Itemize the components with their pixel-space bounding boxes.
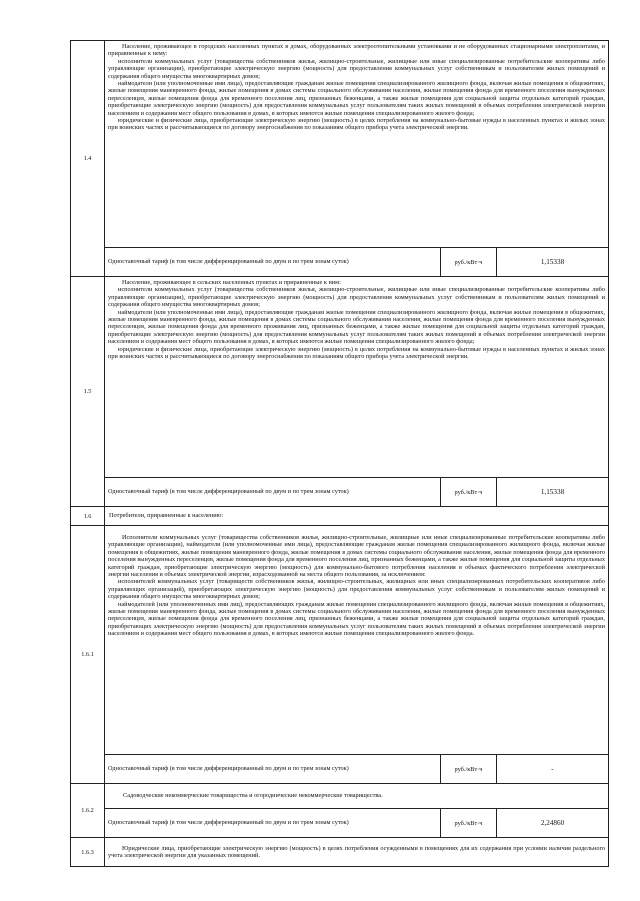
tariff-label: Одноставочный тариф (в том числе дифференцированный по двум и по трем зонам суток) <box>105 248 441 277</box>
paragraph: Юридические лица, приобретающие электрическую энергию (мощность) в целях потребления осужденными в помещениях для их содержания при условии наличия раздельного учета электрической энергии для указанных помещений. <box>108 844 605 859</box>
table-row-1-6-3 <box>71 838 609 867</box>
paragraph: наймодатели (или уполномоченные ими лица), предоставляющие гражданам жилые помещения специализированного жилищного фонда, включая жилые помещения в общежитиях, жилые помещения маневренного фонда, жилые помещения в домах системы социального обслуживания населения, жилые помещения фонда для временного поселения вынужденных переселенцев, жилые помещения фонда для временного поселения лиц, признанных беженцами, а также жилые помещения для социальной защиты отдельных категорий граждан, приобретающие электрическую энергию (мощность) для предоставления коммунальных услуг пользователям таких жилых помещений в объемах потребления электрической энергии населением и содержания мест общего пользования в домах, в которых имеются жилые помещения специализированного жилого фонда; <box>108 80 605 117</box>
table-row-1-6-1 <box>71 526 609 755</box>
tariff-value: 1,15338 <box>497 478 609 507</box>
paragraph: наймодатели (или уполномоченные ими лица), предоставляющие гражданам жилые помещения специализированного жилищного фонда, включая жилые помещения в общежитиях, жилые помещения маневренного фонда, жилые помещения в домах системы социального обслуживания населения, жилые помещения фонда для временного поселения вынужденных переселенцев, жилые помещения фонда для временного проживания лиц, признанных беженцами, а также жилые помещения для социальной защиты отдельных категорий граждан, приобретающие электрическую энергию (мощность) для предоставления коммунальных услуг пользователям таких жилых помещений в объемах потребления электрической энергии населением и содержания мест общего пользования в домах, в которых имеются жилые помещения специализированного жилого фонда; <box>108 308 605 346</box>
row-description: Садоводческие некоммерческие товарищества и огороднические некоммерческие товарищества. <box>105 784 609 809</box>
tariff-label: Одноставочный тариф (в том числе дифференцированный по двум и по трем зонам суток) <box>105 478 441 507</box>
row-description <box>105 526 609 755</box>
tariff-value: - <box>497 755 609 784</box>
row-number: 1.6 <box>71 507 105 526</box>
tariff-label: Одноставочный тариф (в том числе дифференцированный по двум и по трем зонам суток) <box>105 809 441 838</box>
paragraph: юридические и физические лица, приобретающие электрическую энергию (мощность) в целях потребления на коммунально-бытовые нужды в населенных пунктах и жилых зонах при воинских частях и рассчитывающиеся по договору энергоснабжения по показаниям общего прибора учета электрической энергии. <box>108 117 605 132</box>
paragraph: наймодателей (или уполномоченных ими лиц), предоставляющих гражданам жилые помещения специализированного жилищного фонда, включая жилые помещения в общежитиях, жилые помещения маневренного фонда, жилые помещения в домах системы социального обслуживания населения, жилые помещения фонда для временного поселения вынужденных переселенцев, жилые помещения фонда для временного поселения лиц, признанных беженцами, а также жилые помещения для социальной защиты отдельных категорий граждан, приобретающих электрическую энергию (мощность) для предоставления коммунальных услуг пользователям таких жилых помещений в объемах потребления электрической энергии населением и содержания мест общего пользования в домах, в которых имеются жилые помещения специализированного жилого фонда. <box>108 600 605 638</box>
paragraph: Исполнители коммунальных услуг (товарищества собственников жилья, жилищно-строительные, жилищные или иные специализированные потребительские кооперативы либо управляющие организации), наймодатели (или уполномоченные ими лица), предоставляющие гражданам жилые помещения специализированного жилищного фонда, включая жилые помещения в общежитиях, жилые помещения маневренного фонда, жилые помещения в домах системы социального обслуживания населения, жилые помещения фонда для временного поселения вынужденных переселенцев, жилые помещения фонда для временного поселения лиц, признанных беженцами, а также жилые помещения для социальной защиты отдельных категорий граждан, приобретающие электрическую энергию (мощность) для коммунально-бытового потребления населения в объемах фактического потребления электрической энергии населения и объемах электрической энергии, израсходованной на места общего пользования, за исключением: <box>108 534 605 579</box>
tariff-row-1-6-1 <box>71 755 609 784</box>
table-row-1-4 <box>71 41 609 248</box>
row-number: 1.5 <box>71 277 105 507</box>
tariff-value: 2,24860 <box>497 809 609 838</box>
row-number: 1.6.2 <box>71 784 105 838</box>
tariff-row-1-4 <box>71 248 609 277</box>
tariff-unit: руб./кВт·ч <box>441 809 497 838</box>
row-description <box>105 41 609 248</box>
paragraph: исполнители коммунальных услуг (товарищества собственников жилья, жилищно-строительные, жилищные или иные специализированные потребительские кооперативы либо управляющие организации), приобретающие электрическую энергию (мощность) для предоставления коммунальных услуг собственникам и пользователям жилых помещений и содержания общего имущества многоквартирных домов; <box>108 57 605 80</box>
paragraph: Население, проживающее в городских населенных пунктах в домах, оборудованных электроотопительными установками и не оборудованных стационарными электроплитами, и приравненные к нему: <box>108 43 605 58</box>
tariff-row-1-6-2 <box>71 809 609 838</box>
row-description <box>105 838 609 867</box>
tariff-document-page <box>70 40 608 867</box>
tariff-unit: руб./кВт·ч <box>441 755 497 784</box>
paragraph: исполнители коммунальных услуг (товарищества собственников жилья, жилищно-строительные, жилищные или иные специализированные потребительские кооперативы либо управляющие организации), приобретающие электрическую энергию (мощность) для предоставления коммунальных услуг собственникам и пользователям жилых помещений и содержания общего имущества многоквартирных домов; <box>108 286 605 309</box>
row-number: 1.6.1 <box>71 526 105 784</box>
tariff-table <box>70 40 609 867</box>
paragraph: исполнителей коммунальных услуг (товариществ собственников жилья, жилищно-строительных, жилищных или иных специализированных потребительских кооперативов либо управляющих организаций), приобретающих электрическую энергию (мощность) для предоставления коммунальных услуг собственникам и пользователям жилых помещений и содержания общего имущества многоквартирных домов; <box>108 578 605 601</box>
table-row-1-6-2 <box>71 784 609 809</box>
paragraph: юридические и физические лица, приобретающие электрическую энергию (мощность) в целях потребления на коммунально-бытовые нужды в населенных пунктах и жилых зонах при воинских частях и рассчитывающиеся по договору энергоснабжения по показаниям общего прибора учета электрической энергии. <box>108 345 605 361</box>
tariff-label: Одноставочный тариф (в том числе дифференцированный по двум и по трем зонам суток) <box>105 755 441 784</box>
paragraph: Население, проживающее в сельских населенных пунктах и приравненные к ним: <box>122 279 341 286</box>
row-number: 1.6.3 <box>71 838 105 867</box>
tariff-value: 1,15338 <box>497 248 609 277</box>
tariff-unit: руб./кВт·ч <box>441 248 497 277</box>
table-row-1-6 <box>71 507 609 526</box>
tariff-row-1-5 <box>71 478 609 507</box>
row-description: Потребители, приравненные к населению: <box>105 507 609 526</box>
tariff-unit: руб./кВт·ч <box>441 478 497 507</box>
row-number: 1.4 <box>71 41 105 277</box>
row-description <box>105 277 609 478</box>
table-row-1-5 <box>71 277 609 478</box>
